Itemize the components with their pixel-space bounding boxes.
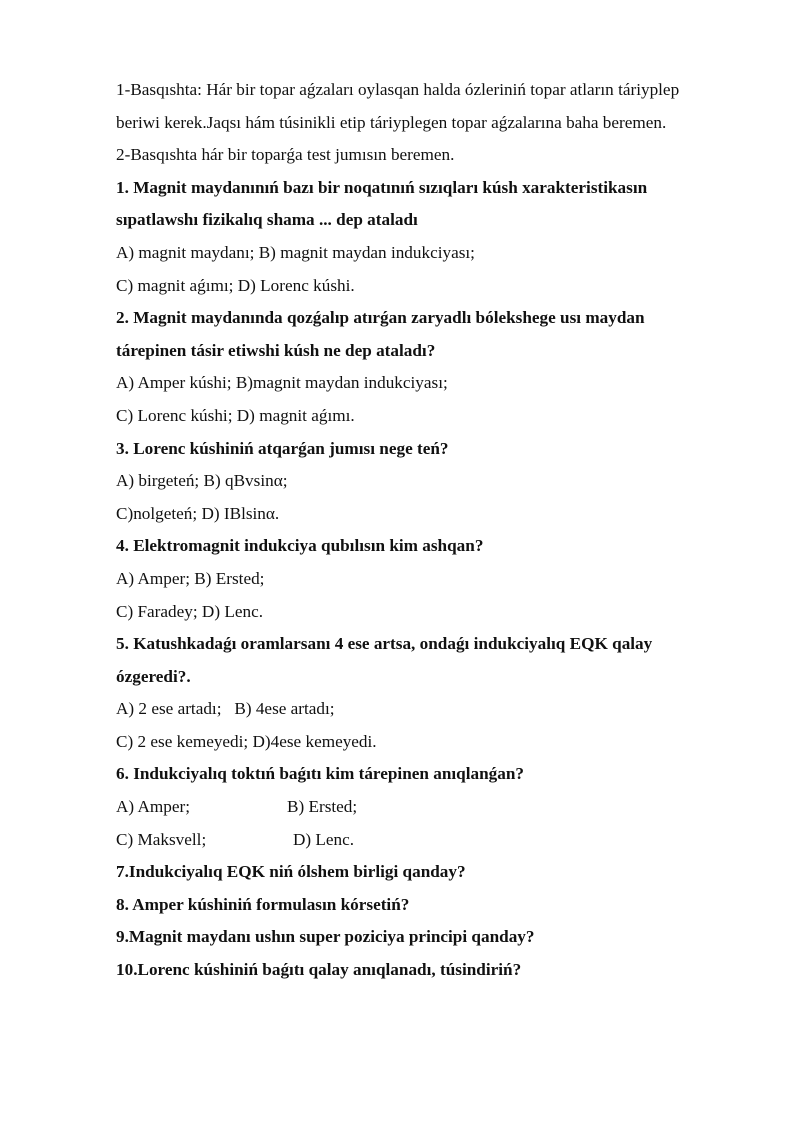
question-3-options-row-2: C)nolgeteń; D) IBlsinα.	[116, 503, 280, 523]
question-6-options-row-1	[116, 791, 756, 824]
intro-line-3: 2-Basqıshta hár bir toparǵa test jumısın beremen.	[116, 145, 455, 165]
question-2-line-2: tárepinen tásir etiwshi kúsh ne dep ataladı?	[116, 340, 436, 360]
question-1-line-2: sıpatlawshı fizikalıq shama ... dep ataladı	[116, 210, 418, 230]
question-1-options-row-1: A) magnit maydanı; B) magnit maydan indukciyası;	[116, 242, 475, 262]
question-1-line-1: 1. Magnit maydanınıń bazı bir noqatınıń sızıqları kúsh xarakteristikasın	[116, 177, 648, 197]
question-6-option-d: D) Lenc.	[293, 829, 355, 849]
question-4: 4. Elektromagnit indukciya qubılısın kim ashqan?	[116, 536, 484, 556]
question-6-option-a: A) Amper;	[116, 797, 190, 817]
document-body	[116, 74, 756, 987]
question-3-options-row-1: A) birgeteń; B) qBvsinα;	[116, 471, 288, 491]
intro-line-2: beriwi kerek.Jaqsı hám túsinikli etip táriyplegen topar aǵzalarına baha beremen.	[116, 112, 667, 132]
question-7: 7.Indukciyalıq EQK niń ólshem birligi qanday?	[116, 862, 466, 882]
question-6-options-row-2	[116, 824, 756, 857]
question-2-options-row-2: C) Lorenc kúshi; D) magnit aǵımı.	[116, 405, 355, 425]
question-3: 3. Lorenc kúshiniń atqarǵan jumısı nege teń?	[116, 438, 449, 458]
question-5-options-row-2: C) 2 ese kemeyedi; D)4ese kemeyedi.	[116, 731, 377, 751]
question-6-option-b: B) Ersted;	[287, 797, 358, 817]
question-10: 10.Lorenc kúshiniń baǵıtı qalay anıqlanadı, túsindiriń?	[116, 960, 522, 980]
question-8: 8. Amper kúshiniń formulasın kórsetiń?	[116, 894, 410, 914]
question-6: 6. Indukciyalıq toktıń baǵıtı kim tárepinen anıqlanǵan?	[116, 764, 525, 784]
intro-line-1: 1-Basqıshta: Hár bir topar aǵzaları oylasqan halda ózleriniń topar atların táriyplep	[116, 80, 680, 99]
question-4-options-row-1: A) Amper; B) Ersted;	[116, 568, 265, 588]
question-9: 9.Magnit maydanı ushın super poziciya principi qanday?	[116, 927, 535, 947]
question-4-options-row-2: C) Faradey; D) Lenc.	[116, 601, 263, 621]
question-5-line-1: 5. Katushkadaǵı oramlarsanı 4 ese artsa, ondaǵı indukciyalıq EQK qalay	[116, 634, 653, 654]
question-2-options-row-1: A) Amper kúshi; B)magnit maydan indukciyası;	[116, 373, 448, 393]
question-6-option-c: C) Maksvell;	[116, 829, 207, 849]
question-2-line-1: 2. Magnit maydanında qozǵalıp atırǵan zaryadlı bólekshege usı maydan	[116, 308, 645, 328]
question-5-line-2: ózgeredi?.	[116, 666, 191, 686]
question-5-options-row-1: A) 2 ese artadı; B) 4ese artadı;	[116, 699, 335, 719]
question-1-options-row-2: C) magnit aǵımı; D) Lorenc kúshi.	[116, 275, 355, 295]
